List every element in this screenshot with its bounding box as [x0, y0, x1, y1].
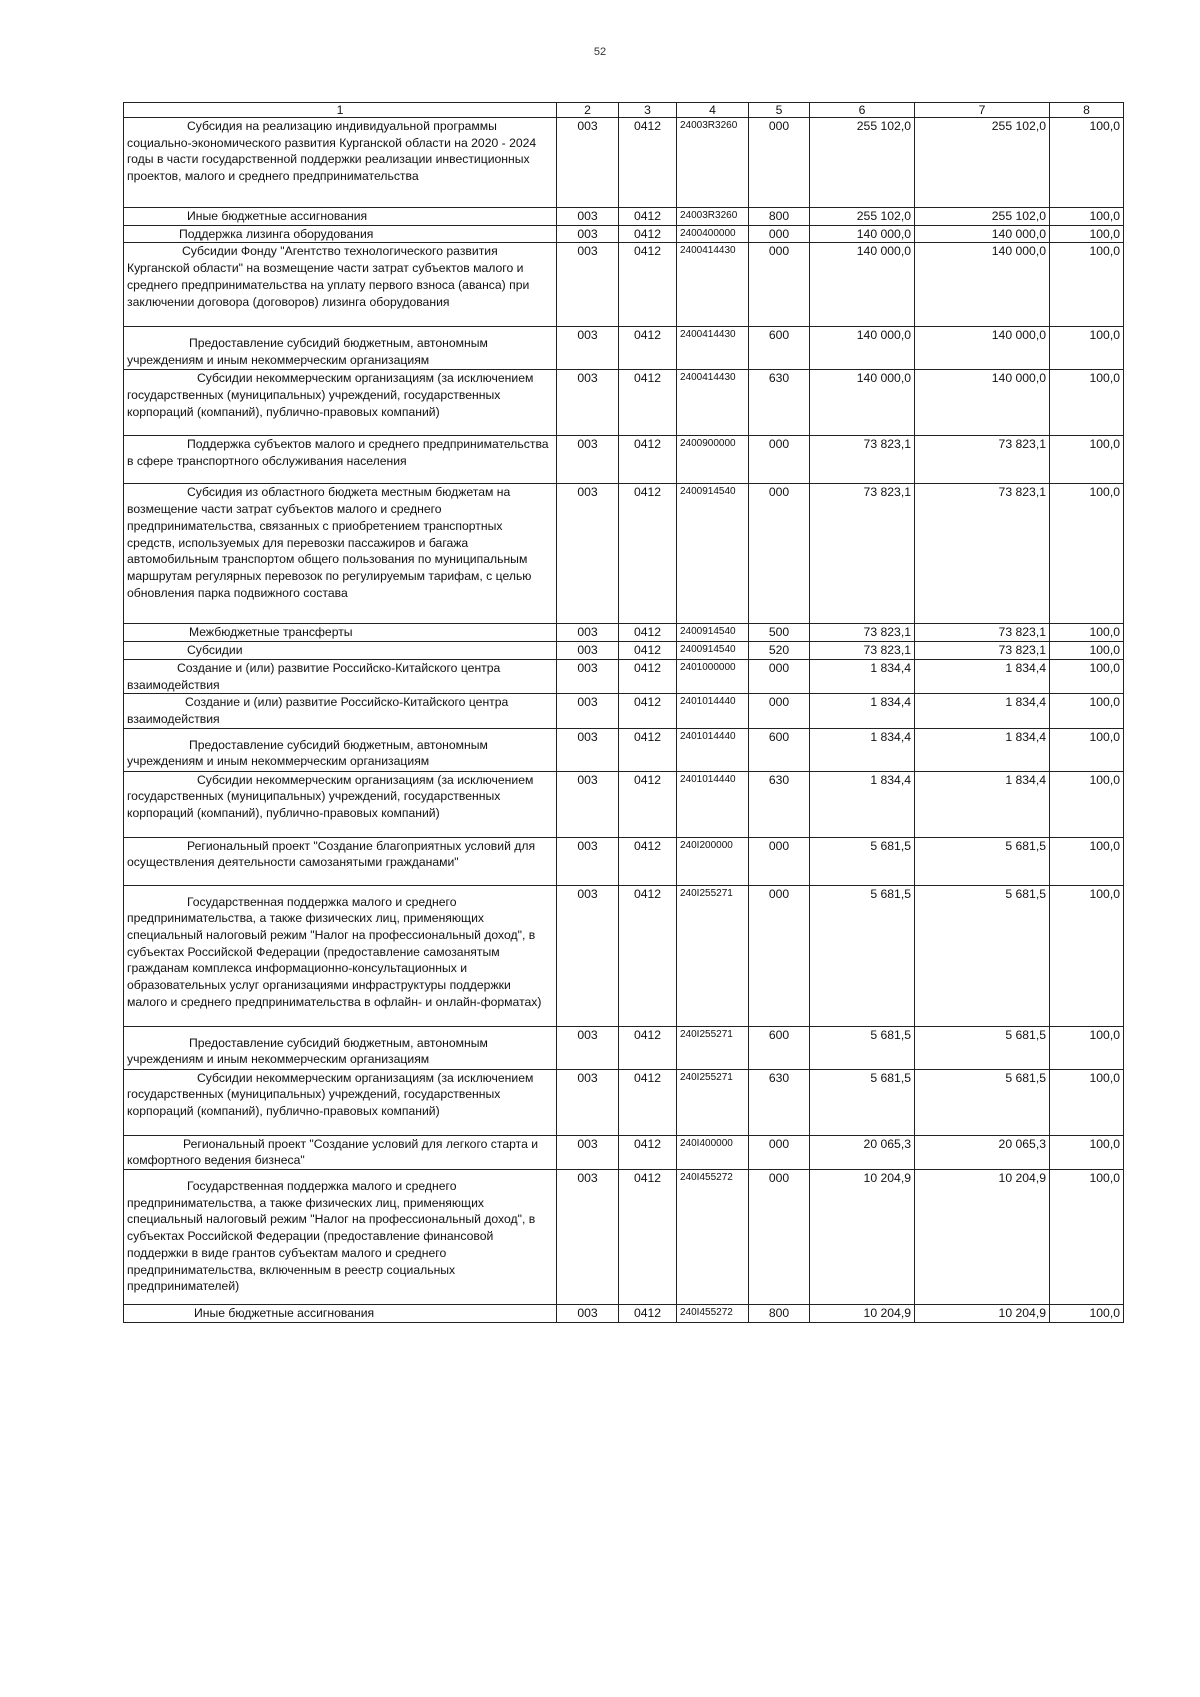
cell-expense-type: 600	[749, 1026, 810, 1069]
cell-expense-name	[124, 1135, 557, 1169]
expense-name-text: Иные бюджетные ассигнования	[194, 1306, 375, 1321]
cell-planned-amount: 5 681,5	[810, 1069, 915, 1135]
cell-expense-type: 800	[749, 1305, 810, 1323]
cell-expense-name	[124, 208, 557, 226]
cell-expense-type: 800	[749, 208, 810, 226]
cell-execution-percent: 100,0	[1050, 370, 1124, 436]
cell-expense-name	[124, 624, 557, 642]
cell-planned-amount: 1 834,4	[810, 728, 915, 771]
cell-section-code: 0412	[619, 837, 677, 885]
cell-expense-type: 000	[749, 659, 810, 693]
column-header: 1	[124, 103, 557, 118]
cell-planned-amount: 140 000,0	[810, 243, 915, 327]
table-row	[124, 1026, 1124, 1069]
cell-planned-amount: 10 204,9	[810, 1170, 915, 1305]
cell-expense-type: 000	[749, 837, 810, 885]
cell-execution-percent: 100,0	[1050, 1305, 1124, 1323]
cell-section-code: 0412	[619, 659, 677, 693]
cell-admin-code: 003	[557, 1069, 619, 1135]
cell-expense-type: 000	[749, 243, 810, 327]
cell-expense-name	[124, 1170, 557, 1305]
cell-expense-name	[124, 370, 557, 436]
cell-section-code: 0412	[619, 1305, 677, 1323]
expense-name-text: Создание и (или) развитие Российско-Китайского центра взаимодействия	[127, 695, 509, 726]
cell-execution-percent: 100,0	[1050, 1135, 1124, 1169]
expense-name-text: Поддержка субъектов малого и среднего предпринимательства в сфере транспортного обслуживания населения	[127, 437, 549, 469]
table-row	[124, 243, 1124, 327]
cell-admin-code: 003	[557, 728, 619, 771]
cell-execution-percent: 100,0	[1050, 327, 1124, 370]
cell-execution-percent: 100,0	[1050, 208, 1124, 226]
cell-expense-type: 630	[749, 370, 810, 436]
cell-executed-amount: 255 102,0	[915, 208, 1050, 226]
cell-planned-amount: 255 102,0	[810, 118, 915, 208]
table-row	[124, 659, 1124, 693]
expense-name-text: Предоставление субсидий бюджетным, автономным учреждениям и иным некоммерческим организациям	[127, 336, 488, 368]
cell-planned-amount: 20 065,3	[810, 1135, 915, 1169]
cell-expense-type: 500	[749, 624, 810, 642]
cell-admin-code: 003	[557, 771, 619, 837]
cell-executed-amount: 5 681,5	[915, 837, 1050, 885]
table-row	[124, 118, 1124, 208]
cell-execution-percent: 100,0	[1050, 225, 1124, 243]
cell-expense-name	[124, 1026, 557, 1069]
cell-executed-amount: 20 065,3	[915, 1135, 1050, 1169]
cell-execution-percent: 100,0	[1050, 642, 1124, 660]
column-header: 5	[749, 103, 810, 118]
table-row	[124, 837, 1124, 885]
cell-target-article: 2400414430	[677, 370, 749, 436]
cell-target-article: 2401014440	[677, 771, 749, 837]
column-header: 7	[915, 103, 1050, 118]
cell-executed-amount: 73 823,1	[915, 484, 1050, 624]
table-row	[124, 225, 1124, 243]
expense-name-text: Межбюджетные трансферты	[189, 625, 353, 640]
cell-admin-code: 003	[557, 243, 619, 327]
cell-expense-name	[124, 484, 557, 624]
cell-executed-amount: 1 834,4	[915, 694, 1050, 728]
cell-expense-type: 000	[749, 1170, 810, 1305]
cell-planned-amount: 73 823,1	[810, 436, 915, 484]
cell-execution-percent: 100,0	[1050, 771, 1124, 837]
table-row	[124, 728, 1124, 771]
cell-admin-code: 003	[557, 118, 619, 208]
expense-name-text: Иные бюджетные ассигнования	[187, 209, 368, 223]
cell-expense-type: 520	[749, 642, 810, 660]
cell-target-article: 240I400000	[677, 1135, 749, 1169]
cell-target-article: 240I255271	[677, 1069, 749, 1135]
cell-planned-amount: 1 834,4	[810, 659, 915, 693]
expense-name-text: Субсидии некоммерческим организациям (за исключением государственных (муниципальных) учреждений, государственных корпораций (компаний), публично-правовых компаний)	[127, 1070, 534, 1119]
table-row	[124, 624, 1124, 642]
cell-section-code: 0412	[619, 1135, 677, 1169]
cell-planned-amount: 140 000,0	[810, 327, 915, 370]
cell-expense-name	[124, 436, 557, 484]
cell-planned-amount: 73 823,1	[810, 624, 915, 642]
cell-admin-code: 003	[557, 484, 619, 624]
cell-expense-name	[124, 1069, 557, 1135]
cell-execution-percent: 100,0	[1050, 659, 1124, 693]
cell-execution-percent: 100,0	[1050, 118, 1124, 208]
cell-admin-code: 003	[557, 624, 619, 642]
cell-executed-amount: 73 823,1	[915, 642, 1050, 660]
cell-target-article: 24003R3260	[677, 208, 749, 226]
budget-table	[123, 102, 1124, 1323]
cell-expense-type: 000	[749, 225, 810, 243]
table-row	[124, 1170, 1124, 1305]
table-row	[124, 484, 1124, 624]
cell-execution-percent: 100,0	[1050, 837, 1124, 885]
cell-target-article: 240I255271	[677, 1026, 749, 1069]
expense-name-text: Субсидии	[187, 643, 243, 658]
column-header: 6	[810, 103, 915, 118]
expense-name-text: Субсидии некоммерческим организациям (за исключением государственных (муниципальных) учреждений, государственных корпораций (компаний), публично-правовых компаний)	[127, 371, 534, 419]
cell-expense-type: 630	[749, 771, 810, 837]
cell-executed-amount: 140 000,0	[915, 225, 1050, 243]
cell-expense-name	[124, 694, 557, 728]
cell-executed-amount: 140 000,0	[915, 243, 1050, 327]
cell-target-article: 240I255271	[677, 885, 749, 1026]
cell-execution-percent: 100,0	[1050, 624, 1124, 642]
cell-section-code: 0412	[619, 885, 677, 1026]
cell-planned-amount: 140 000,0	[810, 225, 915, 243]
expense-name-text: Создание и (или) развитие Российско-Китайского центра взаимодействия	[127, 660, 501, 692]
cell-section-code: 0412	[619, 327, 677, 370]
cell-expense-name	[124, 225, 557, 243]
expense-name-text: Субсидии некоммерческим организациям (за исключением государственных (муниципальных) учреждений, государственных корпораций (компаний), публично-правовых компаний)	[127, 772, 534, 821]
cell-execution-percent: 100,0	[1050, 243, 1124, 327]
cell-target-article: 2400414430	[677, 327, 749, 370]
cell-expense-type: 630	[749, 1069, 810, 1135]
cell-executed-amount: 1 834,4	[915, 728, 1050, 771]
table-row	[124, 1305, 1124, 1323]
cell-expense-name	[124, 837, 557, 885]
cell-expense-type: 600	[749, 327, 810, 370]
cell-target-article: 2401000000	[677, 659, 749, 693]
column-header: 3	[619, 103, 677, 118]
cell-target-article: 240I455272	[677, 1305, 749, 1323]
cell-executed-amount: 1 834,4	[915, 659, 1050, 693]
cell-section-code: 0412	[619, 370, 677, 436]
cell-execution-percent: 100,0	[1050, 1069, 1124, 1135]
cell-target-article: 2400414430	[677, 243, 749, 327]
cell-admin-code: 003	[557, 659, 619, 693]
cell-expense-type: 000	[749, 1135, 810, 1169]
cell-expense-name	[124, 1305, 557, 1323]
cell-admin-code: 003	[557, 1170, 619, 1305]
cell-section-code: 0412	[619, 243, 677, 327]
table-row	[124, 327, 1124, 370]
cell-planned-amount: 73 823,1	[810, 484, 915, 624]
expense-name-text: Региональный проект "Создание условий для легкого старта и комфортного ведения бизнеса"	[127, 1136, 539, 1168]
cell-admin-code: 003	[557, 327, 619, 370]
cell-admin-code: 003	[557, 1305, 619, 1323]
cell-executed-amount: 140 000,0	[915, 327, 1050, 370]
table-row	[124, 1135, 1124, 1169]
cell-executed-amount: 5 681,5	[915, 885, 1050, 1026]
cell-target-article: 2400914540	[677, 642, 749, 660]
table-row	[124, 694, 1124, 728]
cell-target-article: 2400914540	[677, 484, 749, 624]
cell-executed-amount: 73 823,1	[915, 436, 1050, 484]
cell-executed-amount: 5 681,5	[915, 1026, 1050, 1069]
cell-executed-amount: 73 823,1	[915, 624, 1050, 642]
expense-name-text: Поддержка лизинга оборудования	[179, 226, 374, 241]
cell-executed-amount: 140 000,0	[915, 370, 1050, 436]
cell-expense-name	[124, 728, 557, 771]
table-row	[124, 436, 1124, 484]
table-row	[124, 208, 1124, 226]
cell-target-article: 240I455272	[677, 1170, 749, 1305]
cell-admin-code: 003	[557, 694, 619, 728]
table-row	[124, 885, 1124, 1026]
cell-planned-amount: 5 681,5	[810, 885, 915, 1026]
cell-execution-percent: 100,0	[1050, 1026, 1124, 1069]
cell-section-code: 0412	[619, 1069, 677, 1135]
expense-name-text: Предоставление субсидий бюджетным, автономным учреждениям и иным некоммерческим организациям	[127, 737, 488, 769]
cell-target-article: 2400400000	[677, 225, 749, 243]
expense-name-text: Субсидия из областного бюджета местным бюджетам на возмещение части затрат субъектов малого и среднего предпринимательства, связанных с приобретением транспортных средств, используемых для перевозки пассажиров и багажа автомобильным транспортом общего пользования по муниципальным маршрутам регулярных перевозок по регулируемым тарифам, с целью обновления парка подвижного состава	[127, 485, 532, 600]
page-number: 52	[593, 46, 607, 58]
cell-expense-type: 000	[749, 118, 810, 208]
cell-execution-percent: 100,0	[1050, 694, 1124, 728]
cell-planned-amount: 1 834,4	[810, 694, 915, 728]
cell-target-article: 2401014440	[677, 728, 749, 771]
expense-name-text: Государственная поддержка малого и среднего предпринимательства, а также физических лиц, применяющих специальный налоговый режим "Налог на профессиональный доход", в субъектах Российской Федерации (предоставление финансовой поддержки в виде грантов субъектам малого и среднего предпринимательства, включенным в реестр социальных предпринимателей)	[127, 1179, 536, 1294]
cell-section-code: 0412	[619, 1170, 677, 1305]
cell-planned-amount: 5 681,5	[810, 1026, 915, 1069]
cell-planned-amount: 140 000,0	[810, 370, 915, 436]
cell-execution-percent: 100,0	[1050, 436, 1124, 484]
cell-expense-name	[124, 327, 557, 370]
cell-expense-type: 000	[749, 885, 810, 1026]
cell-admin-code: 003	[557, 885, 619, 1026]
expense-name-text: Субсидии Фонду "Агентство технологического развития Курганской области" на возмещение части затрат субъектов малого и среднего предпринимательства на уплату первого взноса (аванса) при заключении договора (договоров) лизинга оборудования	[127, 244, 530, 309]
cell-expense-type: 000	[749, 436, 810, 484]
cell-target-article: 2401014440	[677, 694, 749, 728]
column-header: 8	[1050, 103, 1124, 118]
cell-section-code: 0412	[619, 1026, 677, 1069]
cell-admin-code: 003	[557, 370, 619, 436]
cell-planned-amount: 5 681,5	[810, 837, 915, 885]
table-header-row	[124, 103, 1124, 118]
expense-name-text: Государственная поддержка малого и среднего предпринимательства, а также физических лиц, применяющих специальный налоговый режим "Налог на профессиональный доход", в субъектах Российской Федерации (предоставление самозанятым гражданам комплекса информационно-консультационных и образовательных услуг организациями инфраструктуры поддержки малого и среднего предпринимательства в офлайн- и онлайн-форматах)	[127, 894, 542, 1009]
cell-executed-amount: 5 681,5	[915, 1069, 1050, 1135]
cell-target-article: 24003R3260	[677, 118, 749, 208]
cell-expense-type: 600	[749, 728, 810, 771]
cell-planned-amount: 1 834,4	[810, 771, 915, 837]
cell-section-code: 0412	[619, 694, 677, 728]
cell-execution-percent: 100,0	[1050, 484, 1124, 624]
cell-admin-code: 003	[557, 642, 619, 660]
cell-section-code: 0412	[619, 624, 677, 642]
table-row	[124, 370, 1124, 436]
cell-expense-name	[124, 118, 557, 208]
cell-expense-name	[124, 642, 557, 660]
cell-execution-percent: 100,0	[1050, 885, 1124, 1026]
column-header: 4	[677, 103, 749, 118]
cell-expense-name	[124, 659, 557, 693]
cell-section-code: 0412	[619, 225, 677, 243]
cell-expense-name	[124, 885, 557, 1026]
cell-admin-code: 003	[557, 837, 619, 885]
cell-executed-amount: 1 834,4	[915, 771, 1050, 837]
cell-admin-code: 003	[557, 1026, 619, 1069]
cell-expense-name	[124, 243, 557, 327]
cell-section-code: 0412	[619, 642, 677, 660]
cell-admin-code: 003	[557, 225, 619, 243]
cell-expense-type: 000	[749, 484, 810, 624]
expense-name-text: Субсидия на реализацию индивидуальной программы социально-экономического развития Курганской области на 2020 - 2024 годы в части государственной поддержки реализации инвестиционных проектов, малого и среднего предпринимательства	[127, 119, 537, 184]
cell-planned-amount: 255 102,0	[810, 208, 915, 226]
cell-section-code: 0412	[619, 208, 677, 226]
cell-execution-percent: 100,0	[1050, 728, 1124, 771]
cell-admin-code: 003	[557, 208, 619, 226]
expense-name-text: Региональный проект "Создание благоприятных условий для осуществления деятельности самозанятыми гражданами"	[127, 838, 536, 870]
cell-planned-amount: 10 204,9	[810, 1305, 915, 1323]
cell-admin-code: 003	[557, 436, 619, 484]
cell-expense-type: 000	[749, 694, 810, 728]
cell-section-code: 0412	[619, 728, 677, 771]
cell-section-code: 0412	[619, 484, 677, 624]
cell-executed-amount: 10 204,9	[915, 1170, 1050, 1305]
expense-name-text: Предоставление субсидий бюджетным, автономным учреждениям и иным некоммерческим организациям	[127, 1035, 488, 1067]
cell-section-code: 0412	[619, 436, 677, 484]
cell-expense-name	[124, 771, 557, 837]
table-row	[124, 1069, 1124, 1135]
cell-admin-code: 003	[557, 1135, 619, 1169]
cell-planned-amount: 73 823,1	[810, 642, 915, 660]
table-row	[124, 642, 1124, 660]
cell-target-article: 240I200000	[677, 837, 749, 885]
table-row	[124, 771, 1124, 837]
cell-section-code: 0412	[619, 118, 677, 208]
cell-execution-percent: 100,0	[1050, 1170, 1124, 1305]
cell-executed-amount: 10 204,9	[915, 1305, 1050, 1323]
cell-section-code: 0412	[619, 771, 677, 837]
cell-target-article: 2400900000	[677, 436, 749, 484]
cell-target-article: 2400914540	[677, 624, 749, 642]
cell-executed-amount: 255 102,0	[915, 118, 1050, 208]
column-header: 2	[557, 103, 619, 118]
